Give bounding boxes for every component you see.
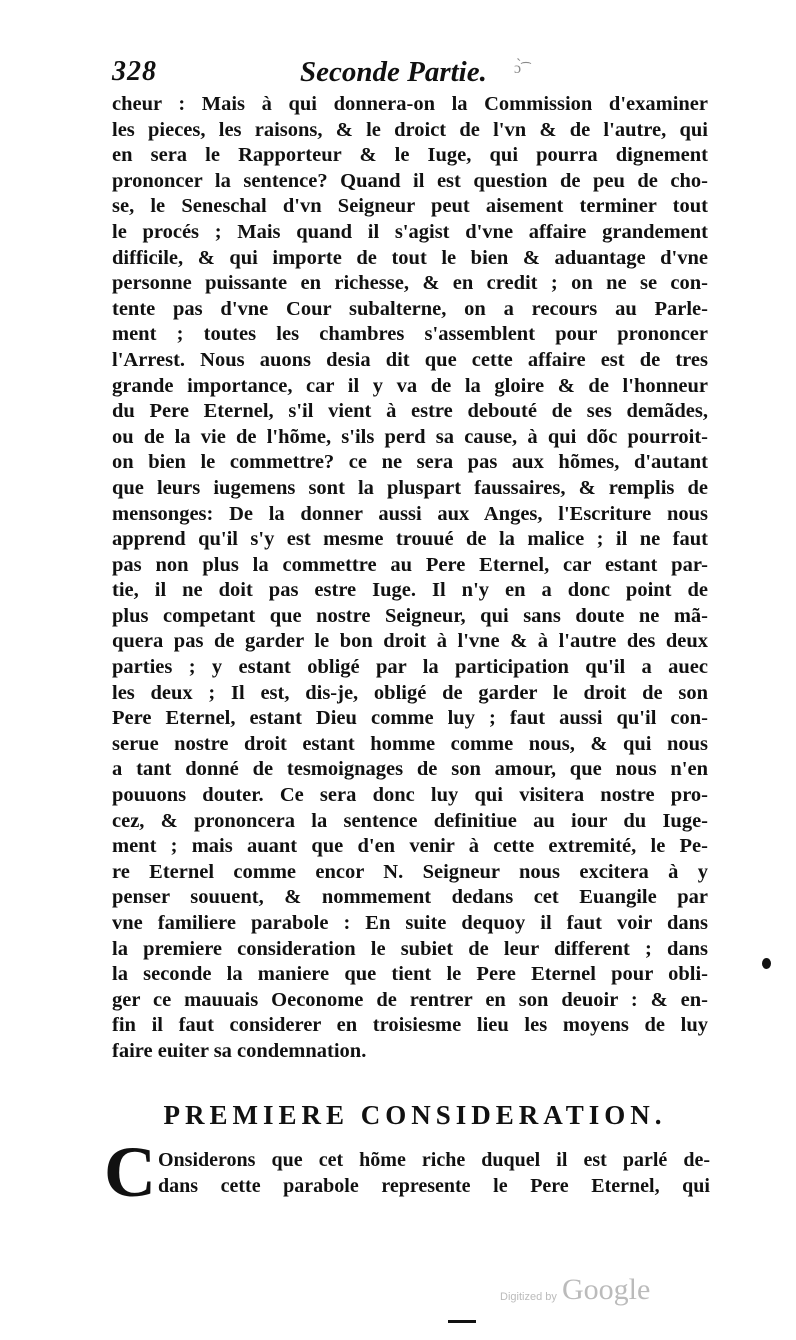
- text-line: les pieces, les raisons, & le droict de l'vn & de l'autre, qui: [112, 118, 708, 141]
- text-line: ger ce mauuais Oeconome de rentrer en son deuoir : & en-: [112, 988, 708, 1011]
- text-line: la seconde la maniere que tient le Pere Eternel pour obli-: [112, 963, 708, 986]
- text-line: prononcer la sentence? Quand il est question de peu de cho-: [112, 169, 708, 192]
- text-line: fin il faut considerer en troisiesme lieu les moyens de luy: [112, 1014, 708, 1037]
- text-line: cez, & prononcera la sentence definitiue au iour du Iuge-: [112, 809, 708, 832]
- text-line: parties ; y estant obligé par la participation qu'il a auec: [112, 656, 708, 679]
- section-text: [158, 1147, 710, 1199]
- text-line: le procés ; Mais quand il s'agist d'vne affaire grandement: [112, 220, 708, 243]
- text-line: difficile, & qui importe de tout le bien & aduantage d'vne: [112, 246, 708, 269]
- text-line: se, le Seneschal d'vn Seigneur peut aisement terminer tout: [112, 195, 708, 218]
- watermark-caption: Digitized by: [500, 1291, 557, 1303]
- text-line: Onsiderons que cet hõme riche duquel il est parlé de-: [158, 1149, 710, 1171]
- text-line: faire euiter sa condemnation.: [112, 1039, 367, 1062]
- google-logo: Google: [562, 1273, 651, 1306]
- text-line: vne familiere parabole : En suite dequoy il faut voir dans: [112, 912, 708, 934]
- text-line: tente pas d'vne Cour subalterne, on a recours au Parle-: [112, 297, 708, 320]
- text-line: apprend qu'il s'y est mesme trouué de la malice ; il ne faut: [112, 528, 708, 551]
- text-line: serue nostre droit estant homme comme nous, & qui nous: [112, 732, 708, 755]
- text-line: re Eternel comme encor N. Seigneur nous excitera à y: [112, 860, 708, 883]
- text-line: pouuons douter. Ce sera donc luy qui visitera nostre pro-: [112, 784, 708, 807]
- text-line: a tant donné de tesmoignages de son amour, que nous n'en: [112, 758, 708, 781]
- text-line: Pere Eternel, estant Dieu comme luy ; faut aussi qu'il con-: [112, 707, 708, 730]
- running-head-marks: ɔ̀͡: [514, 60, 522, 77]
- text-line: mensonges: De la donner aussi aux Anges, l'Escriture nous: [112, 502, 708, 525]
- text-line: on bien le commettre? ce ne sera pas aux hõmes, d'autant: [112, 451, 708, 474]
- text-line: ment ; toutes les chambres s'assemblent pour prononcer: [112, 323, 708, 346]
- page-number: 328: [112, 56, 157, 87]
- digitization-watermark: [500, 1273, 670, 1313]
- text-line: plus competant que nostre Seigneur, qui sans doute ne mã-: [112, 604, 708, 627]
- margin-ink-dot: [762, 958, 771, 969]
- text-line: personne puissante en richesse, & en credit ; on ne se con-: [112, 272, 708, 295]
- drop-cap: C: [104, 1132, 156, 1212]
- text-line: les deux ; Il est, dis-je, obligé de garder le droit de son: [112, 681, 708, 704]
- text-line: ment ; mais auant que d'en venir à cette extremité, le Pe-: [112, 835, 708, 858]
- text-line: cheur : Mais à qui donnera-on la Commission d'examiner: [112, 93, 708, 115]
- text-line: dans cette parabole represente le Pere Eternel, qui: [158, 1175, 710, 1197]
- text-line: penser souuent, & nommement dedans cet Euangile par: [112, 886, 708, 909]
- text-line: tie, il ne doit pas estre Iuge. Il n'y en a donc point de: [112, 579, 708, 602]
- text-line: grande importance, car il y va de la gloire & de l'honneur: [112, 374, 708, 397]
- bottom-mark: [448, 1320, 476, 1323]
- text-line: en sera le Rapporteur & le Iuge, qui pourra dignement: [112, 144, 708, 167]
- running-head: [112, 54, 712, 90]
- text-line: quera pas de garder le bon droit à l'vne & à l'autre des deux: [112, 630, 708, 653]
- text-line: que leurs iugemens sont la pluspart faussaires, & remplis de: [112, 476, 708, 499]
- body-text: [112, 92, 708, 1065]
- text-line: l'Arrest. Nous auons desia dit que cette affaire est de tres: [112, 348, 708, 371]
- text-line: du Pere Eternel, s'il vient à estre debouté de ses demãdes,: [112, 400, 708, 423]
- text-line: pas non plus la commettre au Pere Eternel, car estant par-: [112, 553, 708, 576]
- text-line: la premiere consideration le subiet de leur different ; dans: [112, 937, 708, 960]
- running-title: Seconde Partie.: [300, 56, 487, 88]
- section-heading: PREMIERE CONSIDERATION.: [163, 1100, 667, 1130]
- text-line: ou de la vie de l'hõme, s'ils perd sa cause, à qui dõc pourroit-: [112, 425, 708, 448]
